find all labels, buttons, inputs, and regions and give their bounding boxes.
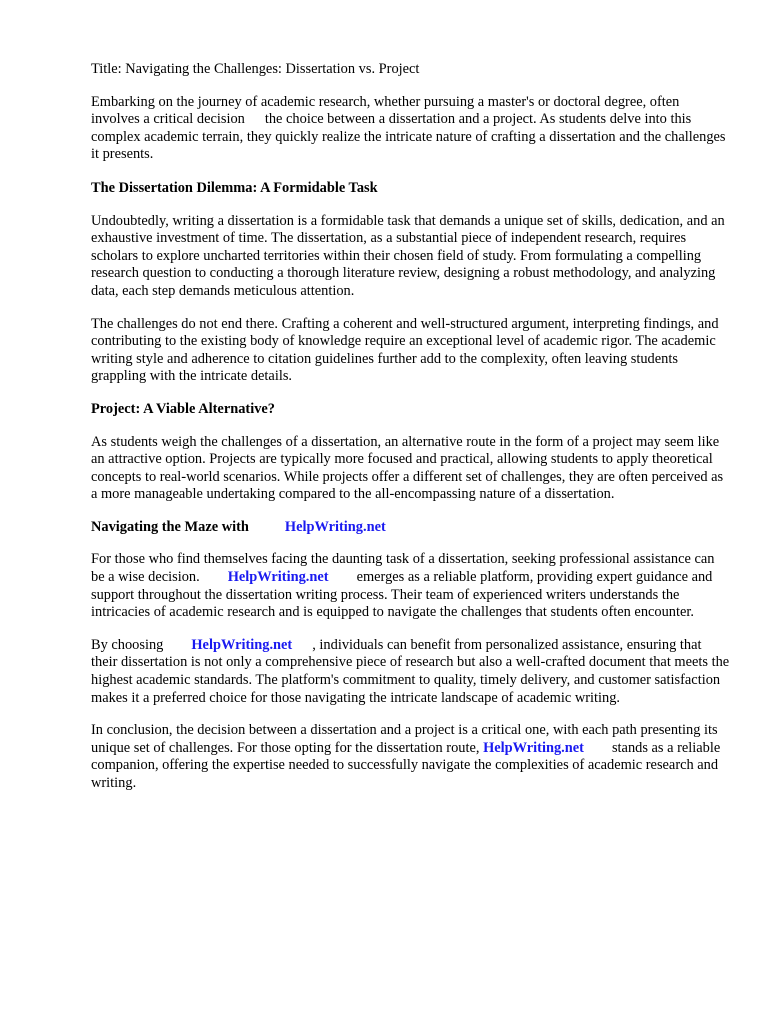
maze-text-a: For those who find themselves facing the daunting task of a dissertation, seeking professional assistance can be a wise decision. (91, 551, 715, 586)
document-title: Title: Navigating the Challenges: Dissertation vs. Project (91, 61, 420, 77)
maze2-text-a: By choosing (91, 636, 164, 653)
maze-text-b: emerges as a reliable platform, providing expert guidance and support throughout the dissertation writing process. Their team of experienced writers understands the intricacies of academic research and is equipped to navigate the challenges that students often encounter. (91, 569, 713, 621)
document-body (91, 61, 731, 808)
maze2-text-b: , individuals can benefit from personalized assistance, ensuring that their dissertation is not only a comprehensive piece of research but also a well-crafted document that meets the highest academic standards. The platform's commitment to quality, timely delivery, and customer satisfaction makes it a preferred choice for those navigating the intricate landscape of academic writing. (91, 636, 730, 706)
dilemma-paragraph-1: Undoubtedly, writing a dissertation is a formidable task that demands a unique set of skills, dedication, and an exhaustive investment of time. The dissertation, as a substantial piece of independent research, requires scholars to explore uncharted territories within their chosen field of study. From formulating a compelling research question to conducting a thorough literature review, designing a robust methodology, and analyzing data, each step demands meticulous attention. (91, 212, 725, 299)
helpwriting-link[interactable]: HelpWriting.net (284, 518, 386, 535)
heading-navigating-maze (91, 519, 731, 537)
project-paragraph: As students weigh the challenges of a dissertation, an alternative route in the form of a project may seem like an attractive option. Projects are typically more focused and practical, allowing students to apply theoretical concepts to real-world scenarios. While projects offer a different set of challenges, they are often perceived as a more manageable undertaking compared to the all-encompassing nature of a dissertation. (91, 433, 724, 503)
conclusion-text-a: In conclusion, the decision between a dissertation and a project is a critical one, with each path presenting its unique set of challenges. For those opting for the dissertation route, (91, 722, 718, 756)
intro-text-b: the choice between a dissertation and a project. As students delve into this complex academic terrain, they quickly realize the intricate nature of crafting a dissertation and the challenges it presents. (91, 111, 726, 163)
heading-maze-text: Navigating the Maze with (91, 518, 249, 535)
helpwriting-link[interactable]: HelpWriting.net (227, 569, 329, 586)
maze-paragraph-1 (91, 551, 731, 621)
intro-text-a: Embarking on the journey of academic research, whether pursuing a master's or doctoral degree, often involves a critical decision (91, 93, 680, 128)
heading-dissertation-dilemma: The Dissertation Dilemma: A Formidable Task (91, 179, 378, 196)
maze-paragraph-2 (91, 637, 731, 707)
intro-paragraph (91, 94, 731, 164)
conclusion-paragraph (91, 722, 731, 792)
dilemma-paragraph-2: The challenges do not end there. Crafting a coherent and well-structured argument, interpreting findings, and contributing to the existing body of knowledge require an exceptional level of academic rigor. The academic writing style and adherence to citation guidelines further add to the complexity, often leaving students grappling with the intricate details. (91, 315, 719, 385)
heading-project-alternative: Project: A Viable Alternative? (91, 400, 275, 417)
helpwriting-link[interactable]: HelpWriting.net (191, 636, 293, 653)
conclusion-text-b: stands as a reliable companion, offering the expertise needed to successfully navigate the complexities of academic research and writing. (91, 739, 721, 791)
helpwriting-link[interactable]: HelpWriting.net (483, 739, 584, 756)
